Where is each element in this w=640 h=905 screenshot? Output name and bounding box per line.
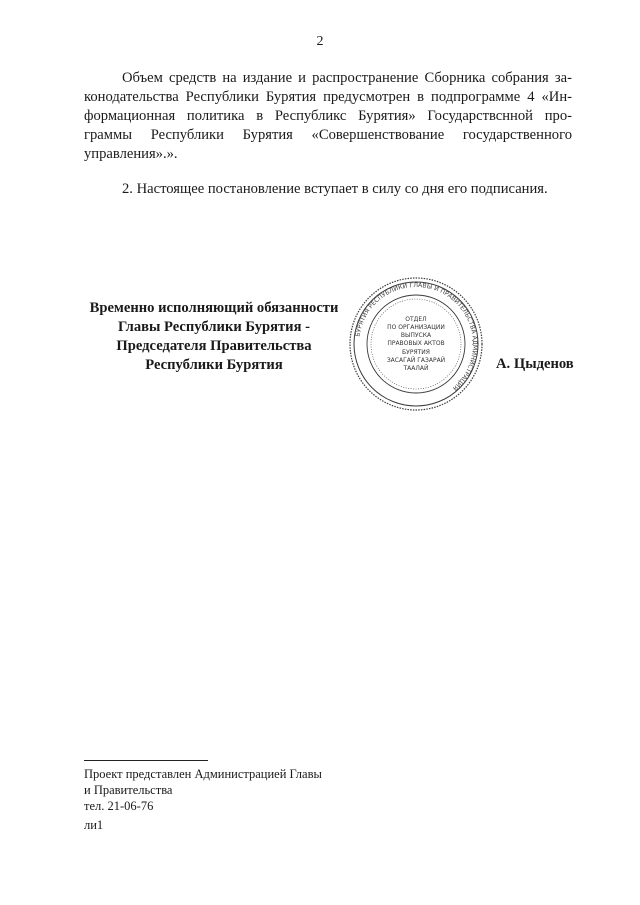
paragraph-funding <box>84 69 572 164</box>
footnote-line: Проект представлен Администрацией Главы <box>84 767 322 781</box>
svg-text:ТААЛАЙ: ТААЛАЙ <box>403 365 429 372</box>
signatory-name: А. Цыденов <box>496 356 574 372</box>
paragraph-line: формационная политика в Республикс Бурятия» Государствснной про- <box>84 108 572 124</box>
paragraph-line: Объем средств на издание и распространение Сборника собрания за- <box>122 70 572 86</box>
seal-center-text <box>387 316 445 372</box>
footnote-line: и Правительства <box>84 783 173 797</box>
svg-text:ЗАСАГАЙ ГАЗАРАЙ: ЗАСАГАЙ ГАЗАРАЙ <box>386 357 446 364</box>
svg-text:ОТДЕЛ: ОТДЕЛ <box>405 316 427 323</box>
footnote-divider <box>84 760 208 761</box>
svg-text:ПО ОРГАНИЗАЦИИ: ПО ОРГАНИЗАЦИИ <box>387 324 445 331</box>
signatory-title-line: Главы Республики Бурятия - <box>118 319 310 335</box>
svg-text:ВЫПУСКА: ВЫПУСКА <box>400 332 432 339</box>
seal-ring-text: БУРЯТИЯ РЕСПУБЛИКИ ГЛАВЫ И ПРАВИТЕЛЬСТВА АДМИНИСТРАЦИЯ <box>354 281 479 392</box>
page-number: 2 <box>316 34 324 49</box>
footnote <box>84 766 322 814</box>
paragraph-line: конодательства Республики Бурятия предусмотрен в подпрограмме 4 «Ин- <box>84 89 572 105</box>
paragraph-line: 2. Настоящее постановление вступает в силу со дня его подписания. <box>122 181 548 197</box>
svg-text:ПРАВОВЫХ АКТОВ: ПРАВОВЫХ АКТОВ <box>387 340 445 347</box>
signatory-title-line: Республики Бурятия <box>145 357 283 373</box>
official-seal <box>341 277 491 412</box>
svg-text:БУРЯТИЯ: БУРЯТИЯ <box>402 349 430 356</box>
signatory-title-line: Председателя Правительства <box>116 338 312 354</box>
document-code: ли1 <box>84 818 104 832</box>
signatory-title-line: Временно исполняющий обязанности <box>89 300 339 316</box>
paragraph-effective-date <box>84 180 572 199</box>
paragraph-line: граммы Республики Бурятия «Совершенствование государственного <box>84 127 572 143</box>
paragraph-line: управления».». <box>84 146 178 162</box>
footnote-line: тел. 21-06-76 <box>84 799 154 813</box>
signatory-title <box>84 299 344 375</box>
